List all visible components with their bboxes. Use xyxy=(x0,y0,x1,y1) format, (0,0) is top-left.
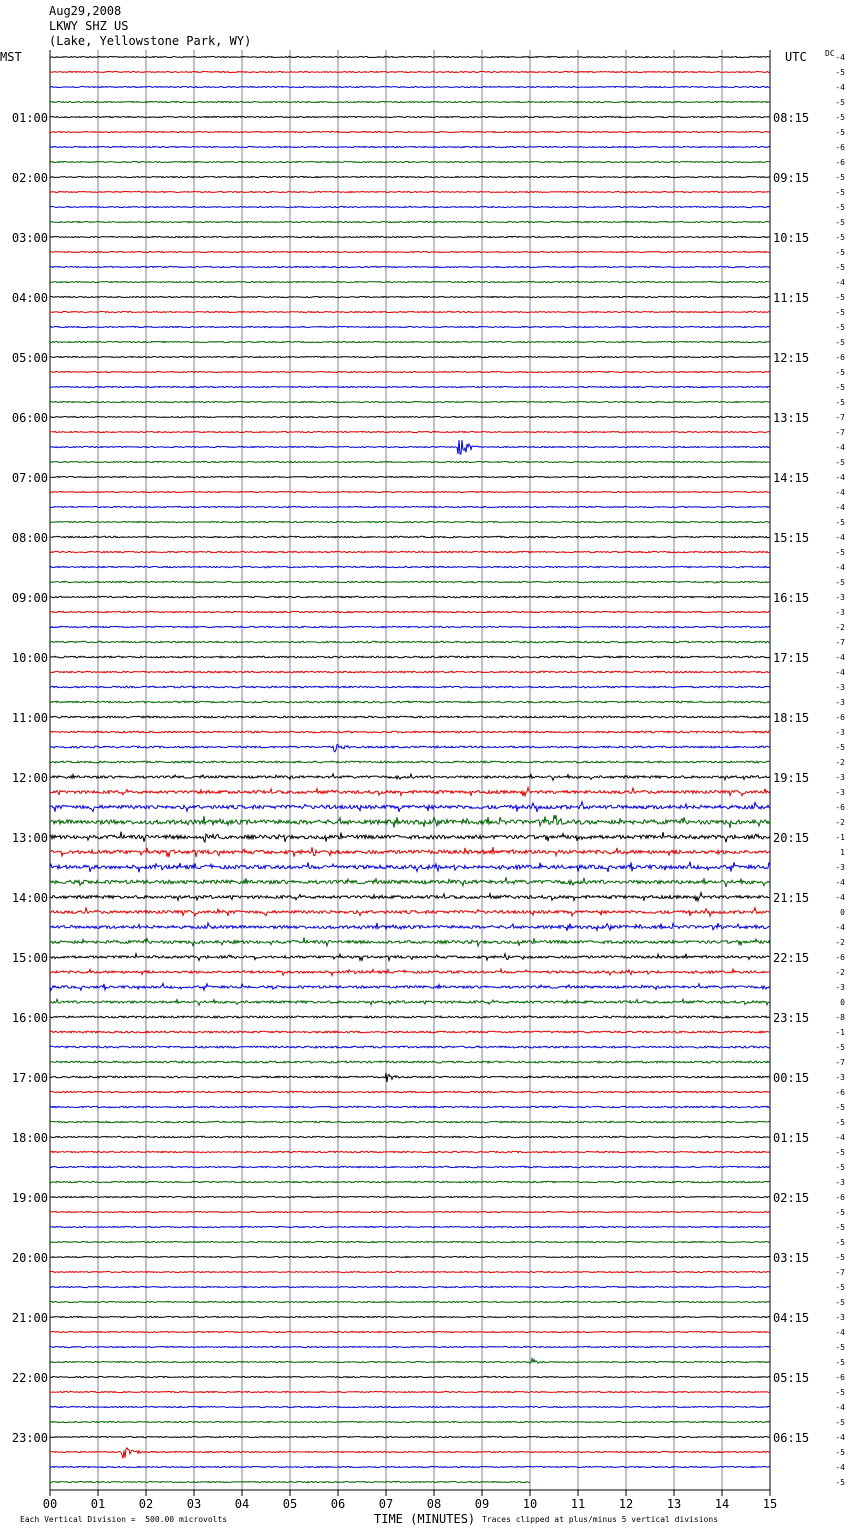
trace-black xyxy=(50,476,770,477)
trace-blue xyxy=(50,862,770,873)
dc-offset-label: -8 xyxy=(835,1013,845,1022)
left-time-label: 03:00 xyxy=(11,231,48,245)
right-time-label: 13:15 xyxy=(773,411,810,425)
trace-green xyxy=(50,161,770,162)
dc-offset-label: -6 xyxy=(835,1373,845,1382)
dc-offset-label: -7 xyxy=(835,428,845,437)
trace-red xyxy=(50,1448,770,1459)
x-tick-label: 11 xyxy=(570,1497,586,1511)
dc-offset-label: -5 xyxy=(835,1358,845,1367)
x-tick-label: 04 xyxy=(234,1497,250,1511)
trace-blue xyxy=(50,745,770,752)
trace-green xyxy=(50,461,770,462)
x-tick-label: 14 xyxy=(714,1497,730,1511)
trace-red xyxy=(50,131,770,132)
trace-green xyxy=(50,1181,770,1182)
trace-blue xyxy=(50,1106,770,1108)
right-time-label: 06:15 xyxy=(773,1431,810,1445)
dc-offset-label: -5 xyxy=(835,1448,845,1457)
trace-black xyxy=(50,596,770,597)
dc-offset-label: -5 xyxy=(835,1253,845,1262)
left-time-label: 05:00 xyxy=(11,351,48,365)
trace-red xyxy=(50,491,770,492)
dc-offset-label: -3 xyxy=(835,1178,845,1187)
dc-offset-label: -5 xyxy=(835,68,845,77)
trace-red xyxy=(50,1211,770,1212)
trace-black xyxy=(50,1256,770,1257)
left-time-label: 01:00 xyxy=(11,111,48,125)
trace-red xyxy=(50,788,770,797)
trace-black xyxy=(50,116,770,117)
left-time-label: 09:00 xyxy=(11,591,48,605)
dc-offset-label: -5 xyxy=(835,113,845,122)
dc-offset-label: -6 xyxy=(835,803,845,812)
trace-green xyxy=(50,1421,770,1422)
trace-blue xyxy=(50,1046,770,1048)
dc-offset-label: -4 xyxy=(835,878,845,887)
trace-blue xyxy=(50,1286,770,1287)
dc-offset-label: 1 xyxy=(840,848,845,857)
trace-red xyxy=(50,847,770,857)
dc-offset-label: -5 xyxy=(835,1223,845,1232)
trace-green xyxy=(50,641,770,643)
dc-offset-label: -4 xyxy=(835,1433,845,1442)
trace-red xyxy=(50,371,770,372)
trace-red xyxy=(50,1391,770,1392)
trace-blue xyxy=(50,1226,770,1227)
trace-green xyxy=(50,1359,770,1364)
dc-offset-label: -5 xyxy=(835,173,845,182)
x-axis-title: TIME (MINUTES) xyxy=(374,1512,476,1526)
dc-offset-label: -4 xyxy=(835,503,845,512)
dc-offset-label: -4 xyxy=(835,443,845,452)
dc-offset-label: -5 xyxy=(835,263,845,272)
dc-offset-label: -4 xyxy=(835,563,845,572)
trace-black xyxy=(50,954,770,961)
dc-offset-label: -5 xyxy=(835,293,845,302)
dc-offset-label: -7 xyxy=(835,1058,845,1067)
dc-offset-label: 0 xyxy=(840,908,845,917)
dc-offset-label: 0 xyxy=(840,998,845,1007)
dc-offset-label: -5 xyxy=(835,1208,845,1217)
dc-offset-label: -6 xyxy=(835,953,845,962)
dc-offset-label: -7 xyxy=(835,638,845,647)
trace-black xyxy=(50,1316,770,1317)
trace-black xyxy=(50,656,770,658)
trace-blue xyxy=(50,1166,770,1167)
trace-red xyxy=(50,1031,770,1033)
right-time-label: 01:15 xyxy=(773,1131,810,1145)
dc-offset-label: -4 xyxy=(835,1403,845,1412)
dc-offset-label: -2 xyxy=(835,968,845,977)
trace-blue xyxy=(50,1406,770,1407)
x-tick-label: 07 xyxy=(378,1497,394,1511)
right-time-label: 22:15 xyxy=(773,951,810,965)
dc-offset-label: -5 xyxy=(835,1343,845,1352)
dc-offset-label: -5 xyxy=(835,1043,845,1052)
dc-offset-label: -4 xyxy=(835,488,845,497)
right-time-label: 08:15 xyxy=(773,111,810,125)
clip-note: Traces clipped at plus/minus 5 vertical divisions xyxy=(482,1515,719,1524)
dc-offset-label: -6 xyxy=(835,158,845,167)
trace-green xyxy=(50,341,770,342)
dc-offset-label: -3 xyxy=(835,683,845,692)
dc-offset-label: -5 xyxy=(835,1118,845,1127)
dc-offset-label: -5 xyxy=(835,203,845,212)
dc-offset-label: -5 xyxy=(835,233,845,242)
trace-blue xyxy=(50,1346,770,1347)
x-tick-label: 01 xyxy=(90,1497,106,1511)
right-time-label: 04:15 xyxy=(773,1311,810,1325)
dc-offset-label: -5 xyxy=(835,1388,845,1397)
dc-offset-label: -5 xyxy=(835,248,845,257)
left-time-label: 14:00 xyxy=(11,891,48,905)
trace-black xyxy=(50,176,770,177)
right-timezone-label: UTC xyxy=(785,50,807,64)
dc-offset-label: -3 xyxy=(835,788,845,797)
dc-offset-label: -3 xyxy=(835,728,845,737)
trace-green xyxy=(50,281,770,282)
trace-green xyxy=(50,877,770,887)
trace-red xyxy=(50,1331,770,1332)
trace-black xyxy=(50,1436,770,1437)
left-time-label: 23:00 xyxy=(11,1431,48,1445)
trace-black xyxy=(50,1073,770,1082)
dc-offset-label: -6 xyxy=(835,713,845,722)
trace-black xyxy=(50,1376,770,1377)
trace-green xyxy=(50,1241,770,1242)
dc-offset-label: -5 xyxy=(835,1418,845,1427)
trace-black xyxy=(50,1016,770,1018)
dc-offset-label: -3 xyxy=(835,983,845,992)
right-time-label: 10:15 xyxy=(773,231,810,245)
left-time-label: 20:00 xyxy=(11,1251,48,1265)
x-tick-label: 09 xyxy=(474,1497,490,1511)
x-tick-label: 08 xyxy=(426,1497,442,1511)
x-tick-label: 12 xyxy=(618,1497,634,1511)
trace-blue xyxy=(50,86,770,87)
x-tick-label: 03 xyxy=(186,1497,202,1511)
dc-offset-label: -4 xyxy=(835,1328,845,1337)
left-time-label: 10:00 xyxy=(11,651,48,665)
right-time-label: 23:15 xyxy=(773,1011,810,1025)
dc-offset-label: -4 xyxy=(835,653,845,662)
left-time-label: 06:00 xyxy=(11,411,48,425)
location-label: (Lake, Yellowstone Park, WY) xyxy=(49,34,252,48)
trace-blue xyxy=(50,1466,770,1467)
left-time-label: 22:00 xyxy=(11,1371,48,1385)
dc-offset-label: -1 xyxy=(835,1028,845,1037)
dc-offset-label: -5 xyxy=(835,458,845,467)
trace-black xyxy=(50,296,770,297)
right-time-label: 00:15 xyxy=(773,1071,810,1085)
scale-note: Each Vertical Division = 500.00 microvolts xyxy=(20,1515,228,1524)
dc-offset-label: -5 xyxy=(835,578,845,587)
trace-black xyxy=(50,1196,770,1197)
right-time-label: 12:15 xyxy=(773,351,810,365)
dc-offset-label: -5 xyxy=(835,398,845,407)
dc-offset-label: -5 xyxy=(835,323,845,332)
trace-black xyxy=(50,716,770,718)
right-time-label: 20:15 xyxy=(773,831,810,845)
x-tick-label: 15 xyxy=(762,1497,778,1511)
dc-offset-label: -4 xyxy=(835,473,845,482)
trace-blue xyxy=(50,626,770,627)
dc-offset-label: -4 xyxy=(835,278,845,287)
right-time-label: 05:15 xyxy=(773,1371,810,1385)
trace-black xyxy=(50,774,770,781)
trace-red xyxy=(50,551,770,552)
dc-offset-label: -5 xyxy=(835,218,845,227)
x-tick-label: 10 xyxy=(522,1497,538,1511)
left-time-label: 19:00 xyxy=(11,1191,48,1205)
trace-green xyxy=(50,401,770,402)
left-time-label: 16:00 xyxy=(11,1011,48,1025)
dc-offset-label: -3 xyxy=(835,698,845,707)
trace-red xyxy=(50,731,770,733)
date-label: Aug29,2008 xyxy=(49,4,122,18)
dc-offset-label: -2 xyxy=(835,758,845,767)
left-time-label: 13:00 xyxy=(11,831,48,845)
dc-offset-label: -4 xyxy=(835,83,845,92)
station-label: LKWY SHZ US xyxy=(49,19,129,33)
trace-green xyxy=(50,938,770,947)
dc-offset-label: -5 xyxy=(835,308,845,317)
dc-offset-label: -2 xyxy=(835,623,845,632)
x-tick-label: 02 xyxy=(138,1497,154,1511)
trace-blue xyxy=(50,440,770,454)
trace-red xyxy=(50,191,770,192)
x-tick-label: 00 xyxy=(42,1497,58,1511)
dc-offset-label: -4 xyxy=(835,668,845,677)
right-time-label: 15:15 xyxy=(773,531,810,545)
right-time-label: 17:15 xyxy=(773,651,810,665)
trace-red xyxy=(50,969,770,976)
trace-green xyxy=(50,1121,770,1123)
dc-offset-label: -5 xyxy=(835,1148,845,1157)
dc-offset-label: -5 xyxy=(835,1103,845,1112)
trace-red xyxy=(50,1151,770,1152)
dc-offset-label: -2 xyxy=(835,818,845,827)
trace-red xyxy=(50,1091,770,1093)
left-time-label: 08:00 xyxy=(11,531,48,545)
dc-offset-label: -4 xyxy=(835,893,845,902)
trace-blue xyxy=(50,923,770,931)
dc-offset-label: -4 xyxy=(835,1133,845,1142)
dc-offset-label: -5 xyxy=(835,368,845,377)
right-time-label: 03:15 xyxy=(773,1251,810,1265)
trace-green xyxy=(50,1061,770,1063)
x-tick-label: 06 xyxy=(330,1497,346,1511)
trace-green xyxy=(50,521,770,522)
trace-blue xyxy=(50,686,770,688)
right-time-label: 02:15 xyxy=(773,1191,810,1205)
dc-offset-label: -5 xyxy=(835,1163,845,1172)
left-time-label: 21:00 xyxy=(11,1311,48,1325)
trace-red xyxy=(50,251,770,252)
left-time-label: 04:00 xyxy=(11,291,48,305)
trace-black xyxy=(50,832,770,843)
left-time-label: 15:00 xyxy=(11,951,48,965)
trace-green xyxy=(50,999,770,1005)
dc-offset-label: -3 xyxy=(835,863,845,872)
trace-black xyxy=(50,1136,770,1137)
trace-black xyxy=(50,536,770,537)
dc-offset-label: -4 xyxy=(835,533,845,542)
trace-blue xyxy=(50,983,770,990)
dc-offset-label: -5 xyxy=(835,383,845,392)
dc-offset-label: -3 xyxy=(835,1073,845,1082)
dc-offset-label: -5 xyxy=(835,1298,845,1307)
right-time-label: 09:15 xyxy=(773,171,810,185)
dc-offset-label: -7 xyxy=(835,1268,845,1277)
dc-offset-label: -4 xyxy=(835,923,845,932)
trace-blue xyxy=(50,206,770,207)
right-time-label: 16:15 xyxy=(773,591,810,605)
trace-blue xyxy=(50,566,770,567)
dc-offset-label: -5 xyxy=(835,338,845,347)
x-tick-label: 13 xyxy=(666,1497,682,1511)
trace-blue xyxy=(50,506,770,507)
trace-blue xyxy=(50,266,770,267)
dc-offset-label: -2 xyxy=(835,938,845,947)
right-time-label: 21:15 xyxy=(773,891,810,905)
dc-offset-label: -3 xyxy=(835,593,845,602)
trace-red xyxy=(50,908,770,917)
dc-offset-label: -5 xyxy=(835,98,845,107)
left-time-label: 07:00 xyxy=(11,471,48,485)
trace-black xyxy=(50,56,770,57)
dc-offset-label: -7 xyxy=(835,413,845,422)
trace-red xyxy=(50,311,770,312)
dc-offset-label: -6 xyxy=(835,1193,845,1202)
right-time-label: 11:15 xyxy=(773,291,810,305)
dc-offset-label: -1 xyxy=(835,833,845,842)
trace-green xyxy=(50,761,770,763)
right-time-label: 19:15 xyxy=(773,771,810,785)
trace-green xyxy=(50,1481,530,1482)
dc-offset-label: -4 xyxy=(835,53,845,62)
dc-offset-label: -6 xyxy=(835,1088,845,1097)
trace-blue xyxy=(50,386,770,387)
dc-offset-label: -5 xyxy=(835,518,845,527)
trace-blue xyxy=(50,146,770,147)
left-time-label: 18:00 xyxy=(11,1131,48,1145)
dc-label: DC xyxy=(825,49,835,58)
dc-offset-label: -4 xyxy=(835,1463,845,1472)
dc-offset-label: -5 xyxy=(835,128,845,137)
trace-green xyxy=(50,1301,770,1302)
trace-green xyxy=(50,581,770,582)
trace-green xyxy=(50,701,770,703)
trace-green xyxy=(50,221,770,222)
dc-offset-label: -5 xyxy=(835,1238,845,1247)
dc-offset-label: -3 xyxy=(835,608,845,617)
dc-offset-label: -3 xyxy=(835,1313,845,1322)
trace-black xyxy=(50,236,770,237)
right-time-label: 18:15 xyxy=(773,711,810,725)
dc-offset-label: -3 xyxy=(835,773,845,782)
trace-green xyxy=(50,815,770,828)
dc-offset-label: -6 xyxy=(835,143,845,152)
left-timezone-label: MST xyxy=(0,50,22,64)
trace-black xyxy=(50,893,770,902)
trace-black xyxy=(50,356,770,357)
left-time-label: 12:00 xyxy=(11,771,48,785)
trace-red xyxy=(50,71,770,72)
dc-offset-label: -6 xyxy=(835,353,845,362)
left-time-label: 17:00 xyxy=(11,1071,48,1085)
trace-blue xyxy=(50,802,770,812)
dc-offset-label: -5 xyxy=(835,548,845,557)
left-time-label: 11:00 xyxy=(11,711,48,725)
trace-green xyxy=(50,101,770,102)
dc-offset-label: -5 xyxy=(835,743,845,752)
dc-offset-label: -5 xyxy=(835,1478,845,1487)
trace-red xyxy=(50,431,770,432)
dc-offset-label: -5 xyxy=(835,188,845,197)
left-time-label: 02:00 xyxy=(11,171,48,185)
dc-offset-label: -5 xyxy=(835,1283,845,1292)
trace-red xyxy=(50,671,770,673)
trace-red xyxy=(50,1271,770,1272)
right-time-label: 14:15 xyxy=(773,471,810,485)
trace-blue xyxy=(50,326,770,327)
trace-red xyxy=(50,611,770,612)
trace-black xyxy=(50,416,770,417)
x-tick-label: 05 xyxy=(282,1497,298,1511)
